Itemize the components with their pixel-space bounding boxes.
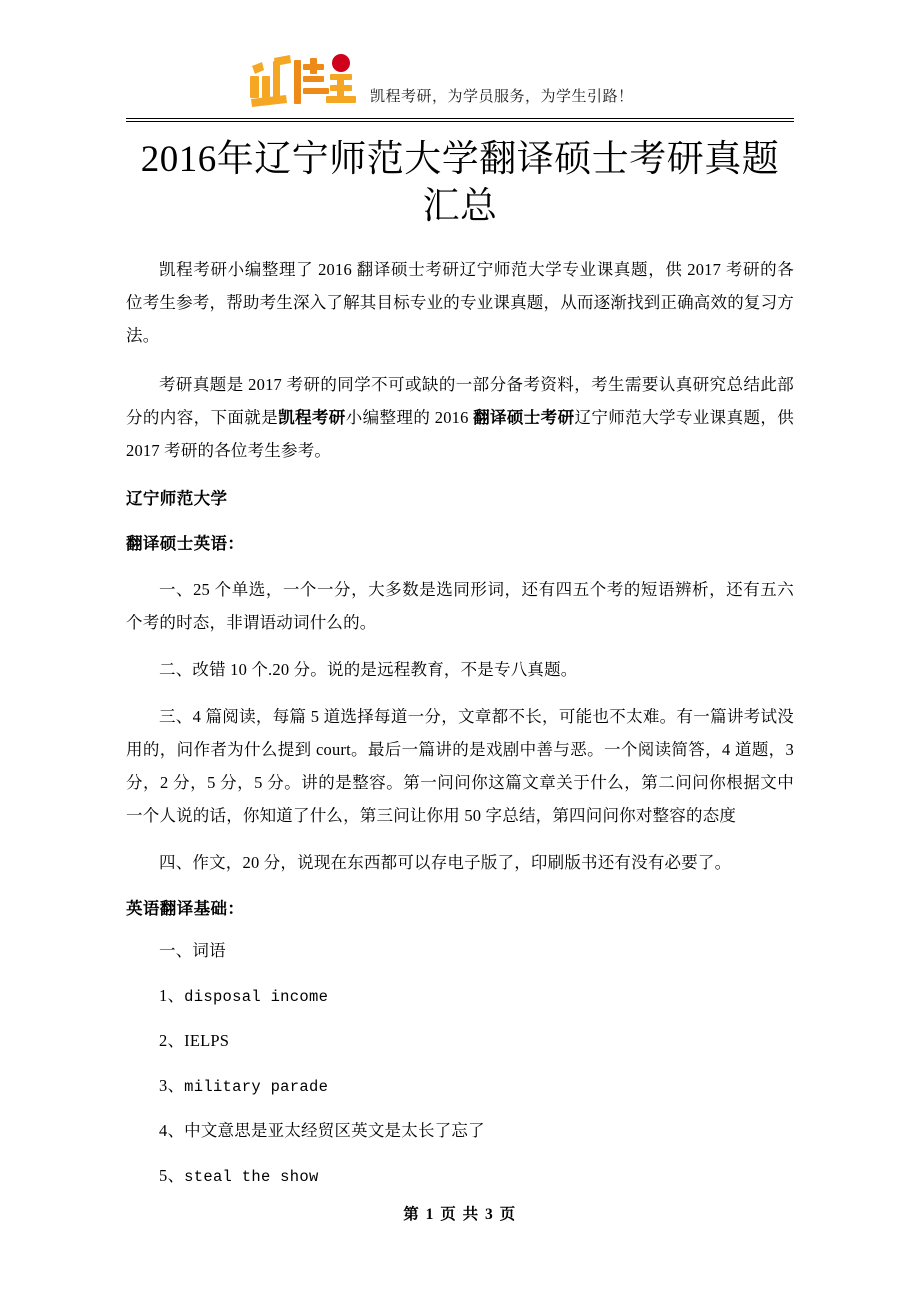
page-header bbox=[126, 48, 794, 110]
section-heading-translation-basics: 英语翻译基础： bbox=[126, 899, 245, 919]
exam-item-2: 二、改错 10 个.20 分。说的是远程教育，不是专八真题。 bbox=[159, 660, 578, 680]
exam-item-3: 三、4 篇阅读，每篇 5 道选择每道一分，文章都不长，可能也不太难。有一篇讲考试没用的，问作者为什么提到 court。最后一篇讲的是戏剧中善与恶。一个阅读简答，4 道题，3 分，2 分，5 分，5 分。讲的是整容。第一问问你这篇文章关于什么，第二问问你根据文中一个人说的话，你知道了什么，第三问让你用 50 字总结，第四问问你对整容的态度 bbox=[126, 707, 794, 826]
mti-exam-bold: 翻译硕士考研 bbox=[473, 407, 575, 427]
word-item-3-number: 3、 bbox=[159, 1075, 185, 1095]
intro-paragraph-2 bbox=[126, 368, 794, 467]
word-item-4-number: 4、 bbox=[159, 1120, 185, 1140]
word-item-2-text: IELPS bbox=[184, 1030, 230, 1050]
document-body bbox=[126, 253, 794, 1189]
intro2-part-e: 辽宁师范大学专业课真题，供 2017 考研的各位考生参考。 bbox=[126, 407, 794, 460]
word-item-4 bbox=[126, 1119, 794, 1144]
word-item-5 bbox=[126, 1164, 794, 1189]
word-item-1-number: 1、 bbox=[159, 985, 185, 1005]
intro2-part-a: 考研真题是 2017 考研的同学不可或缺的一部分备考资料，考生需要认真研究总结此部分的内容，下面就是 bbox=[126, 374, 794, 427]
word-item-1-text: disposal income bbox=[184, 987, 329, 1006]
word-item-2 bbox=[126, 1029, 794, 1054]
word-item-5-number: 5、 bbox=[159, 1165, 185, 1185]
intro-paragraph-1: 凯程考研小编整理了 2016 翻译硕士考研辽宁师范大学专业课真题，供 2017 考研的各位考生参考，帮助考生深入了解其目标专业的专业课真题，从而逐渐找到正确高效的复习方法。 bbox=[126, 259, 794, 345]
header-divider-secondary bbox=[126, 121, 794, 122]
word-item-4-text: 中文意思是亚太经贸区英文是太长了忘了 bbox=[184, 1120, 485, 1140]
word-item-5-text: steal the show bbox=[184, 1167, 319, 1186]
word-item-1 bbox=[126, 984, 794, 1009]
intro2-part-c: 小编整理的 2016 bbox=[345, 407, 474, 427]
page-title: 2016年辽宁师范大学翻译硕士考研真题汇总 bbox=[140, 139, 780, 228]
header-tagline: 凯程考研，为学员服务，为学生引路！ bbox=[370, 89, 634, 105]
kaicheng-logo-icon bbox=[246, 52, 358, 110]
word-item-3 bbox=[126, 1074, 794, 1099]
section-heading-university: 辽宁师范大学 bbox=[126, 488, 228, 508]
page-footer: 第 1 页 共 3 页 bbox=[403, 1206, 517, 1223]
header-divider bbox=[126, 118, 794, 119]
exam-item-1: 一、25 个单选，一个一分，大多数是选同形词，还有四五个考的短语辨析，还有五六个考的时态，非谓语动词什么的。 bbox=[126, 580, 794, 633]
brand-kaicheng-bold: 凯程考研 bbox=[278, 407, 346, 427]
word-item-2-number: 2、 bbox=[159, 1030, 185, 1050]
section-heading-mti-english: 翻译硕士英语： bbox=[126, 534, 245, 554]
word-item-3-text: military parade bbox=[184, 1077, 329, 1096]
translation-subheading-words: 一、词语 bbox=[159, 940, 226, 960]
exam-item-4: 四、作文，20 分，说现在东西都可以存电子版了，印刷版书还有没有必要了。 bbox=[159, 853, 732, 873]
